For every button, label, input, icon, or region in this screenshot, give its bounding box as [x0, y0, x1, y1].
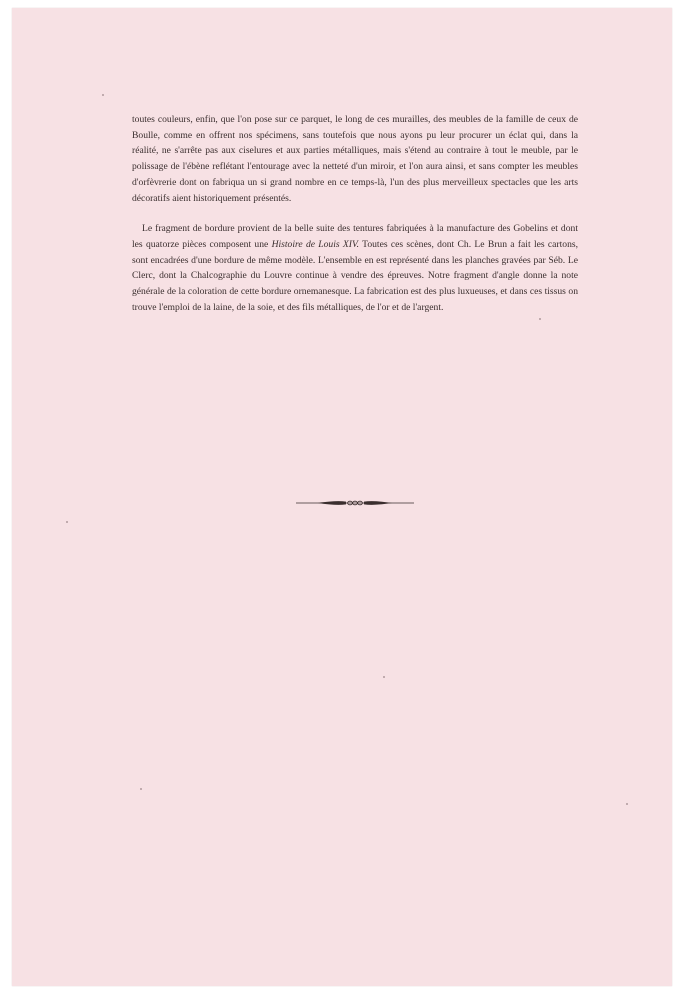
paper-speck: [140, 788, 142, 790]
body-text: [132, 112, 578, 315]
paper-speck: [102, 94, 104, 96]
paper-speck: [383, 676, 385, 678]
page-sheet: [12, 8, 672, 986]
paper-speck: [66, 521, 68, 523]
paragraph-furniture: toutes couleurs, enfin, que l'on pose sur ce parquet, le long de ces murailles, des meubles de la famille de ceux de Boulle, comme en offrent nos spécimens, sans toutefois que nous ayons pu leur procurer un éclat qui, dans la réalité, ne s'arrête pas aux ciselures et aux parties métalliques, mais s'étend au contraire à tout le meuble, par le polissage de l'ébène reflétant l'entourage avec la netteté d'un miroir, et l'on aura ainsi, et sans compter les meubles d'orfèvrerie dont on fabriqua un si grand nombre en ce temps-là, l'un des plus merveilleux spectacles que les arts décoratifs aient historiquement présentés.: [132, 114, 578, 204]
paper-speck: [626, 803, 628, 805]
paper-speck: [539, 318, 541, 320]
paragraph-tapestry-intro: Le fragment de bordure provient de la belle suite des tentures fabriquées à la manufacture des Gobelins et dont les quatorze pièces composent une: [132, 223, 578, 250]
paragraph-tapestry-rest: Toutes ces scènes, dont Ch. Le Brun a fait les cartons, sont encadrées d'une bordure de même modèle. L'ensemble en est représenté dans les planches gravées par Séb. Le Clerc, dont la Chalcographie du Louvre continue à vendre des épreuves. Notre fragment d'angle donne la note générale de la coloration de cette bordure ornemanesque. La fabrication est des plus luxueuses, et dans ces tissus on trouve l'emploi de la laine, de la soie, et des fils métalliques, de l'or et de l'argent.: [132, 238, 578, 313]
tapestry-series-title: Histoire de Louis XIV.: [271, 238, 360, 250]
tailpiece-ornament-icon: [296, 497, 414, 509]
paragraph-tapestry-border: [132, 221, 578, 315]
